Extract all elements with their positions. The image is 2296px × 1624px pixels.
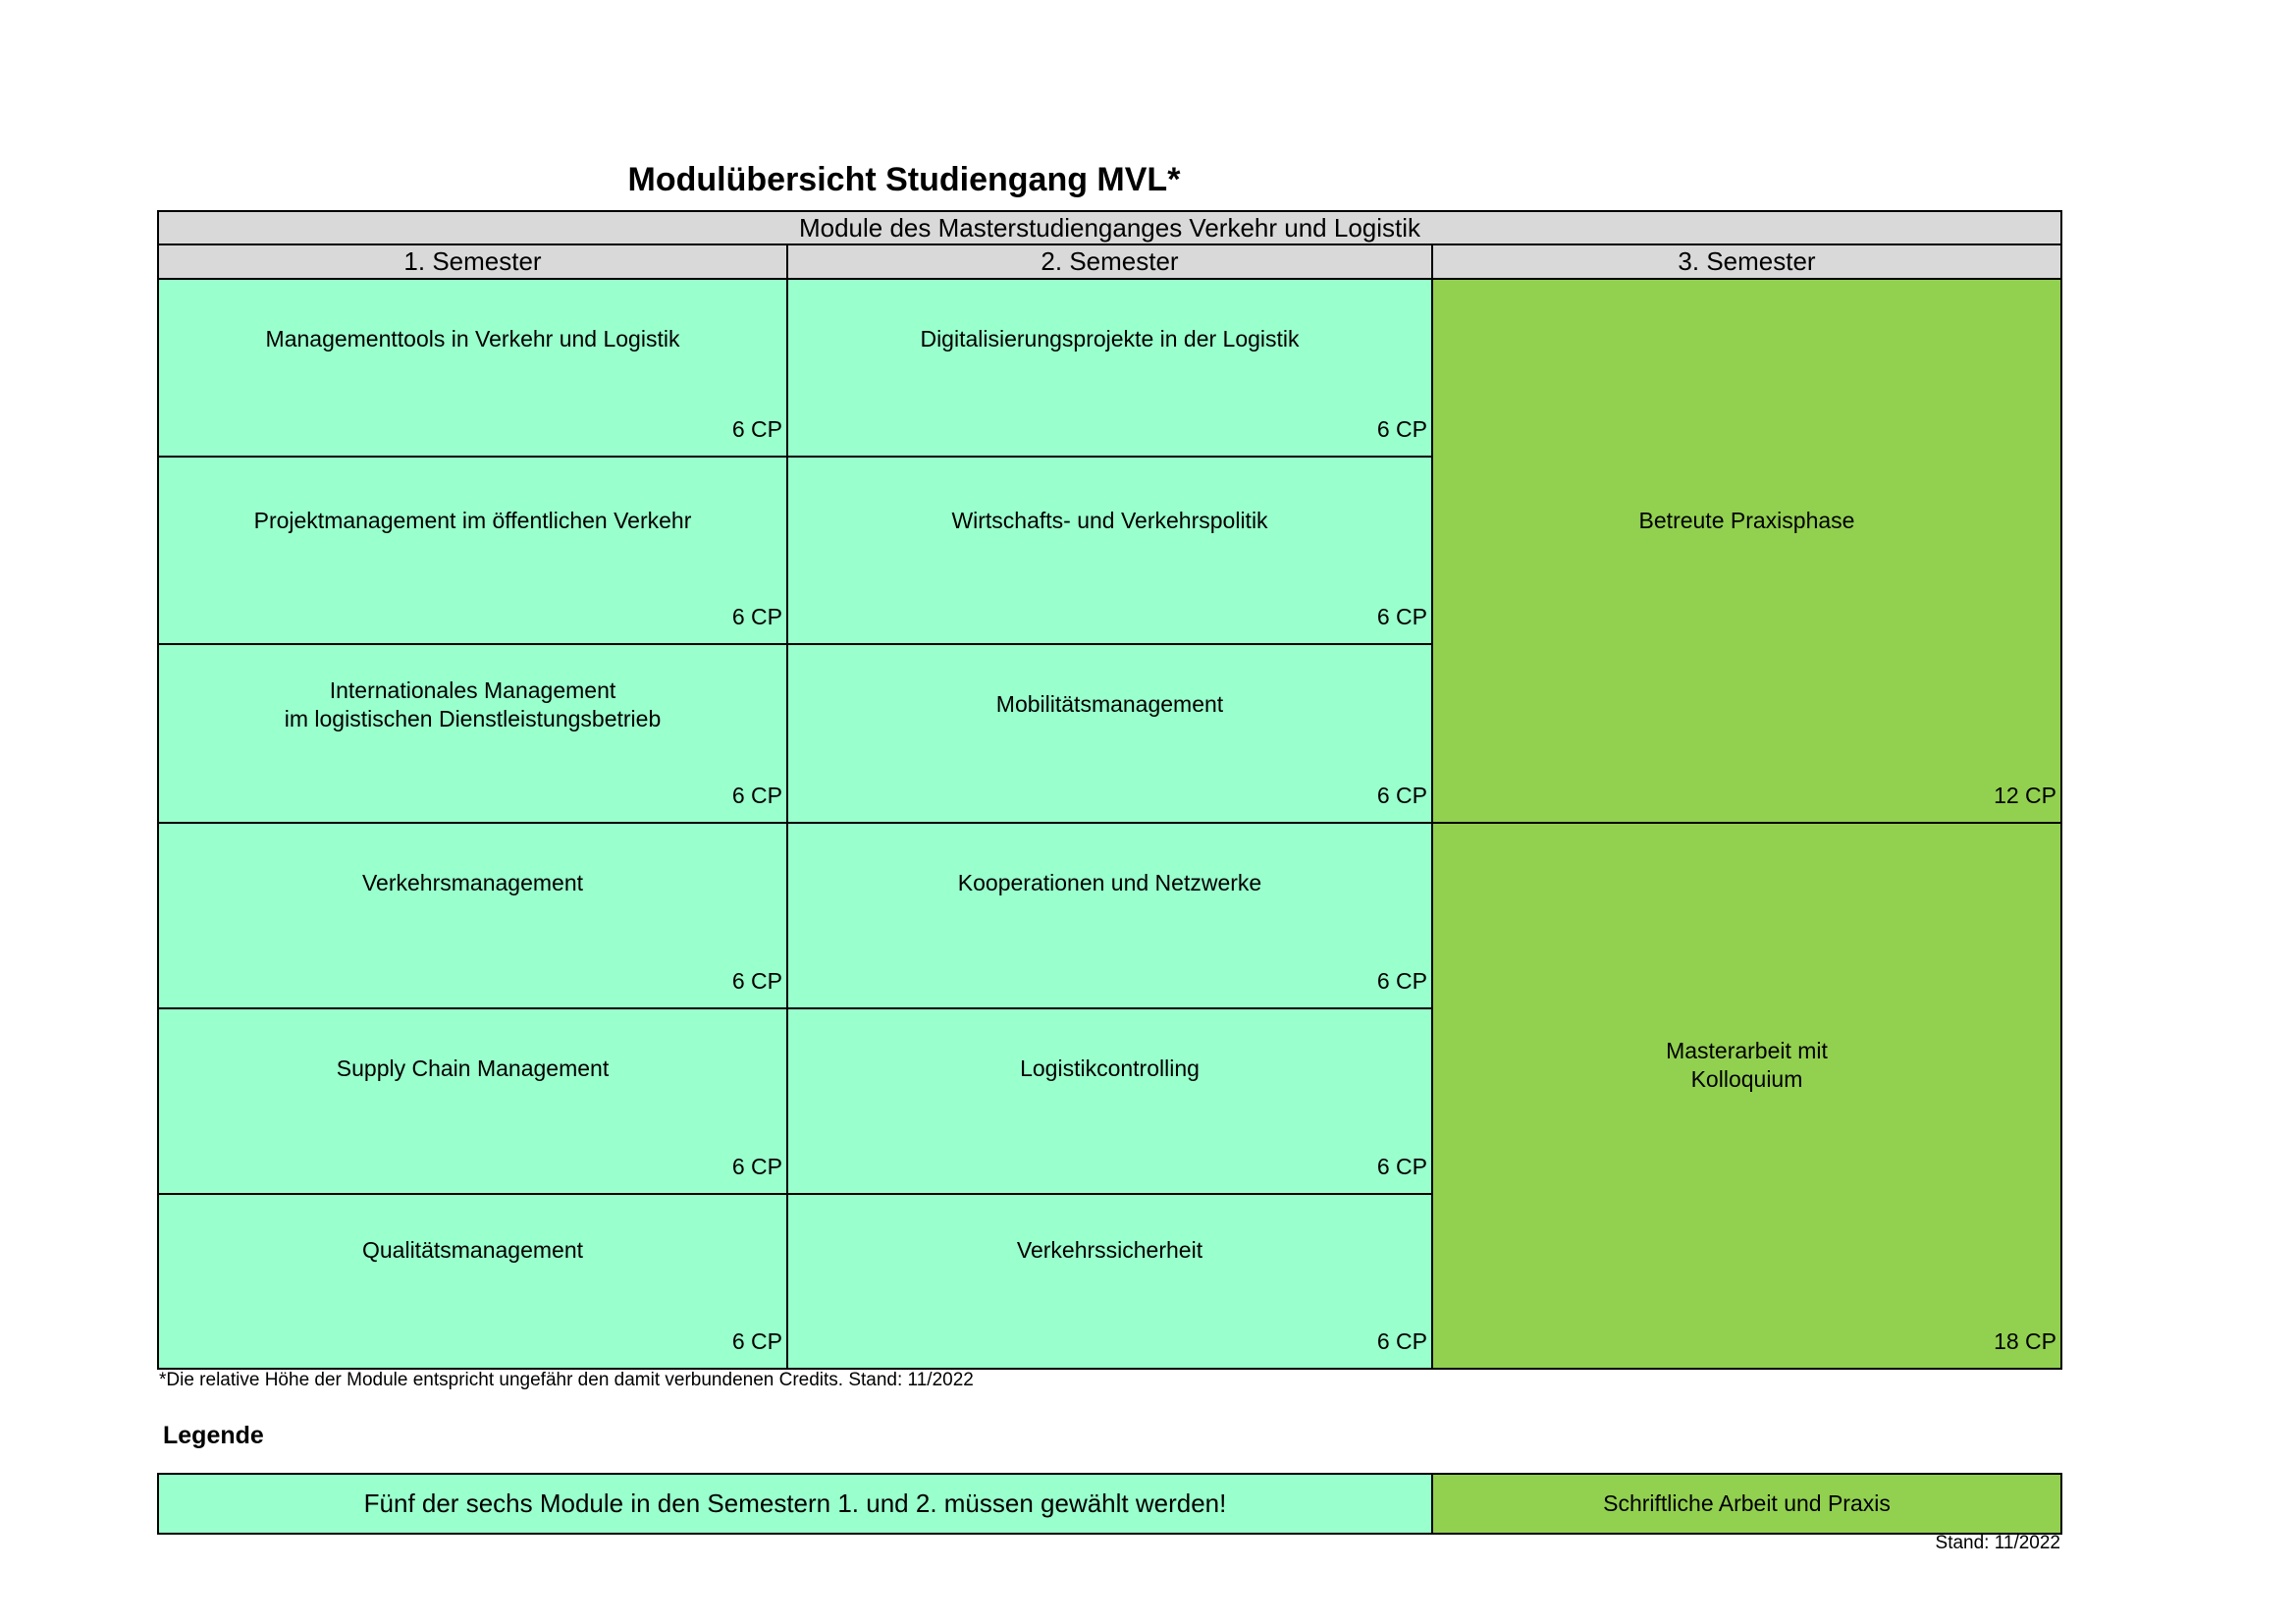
module-name: Verkehrssicherheit (1016, 1237, 1203, 1263)
semester-header-3 (1431, 244, 2062, 280)
legend-elective (157, 1473, 1433, 1535)
module-credits: 6 CP (731, 604, 782, 629)
module-credits: 18 CP (1994, 1328, 2056, 1354)
semester-header-label: 2. Semester (1041, 246, 1179, 276)
module-name: Masterarbeit mit Kolloquium (1666, 1038, 1828, 1092)
footnote: *Die relative Höhe der Module entspricht ungefähr den damit verbundenen Credits. Stand: 11/2022 (159, 1370, 974, 1390)
module-name: Managementtools in Verkehr und Logistik (265, 326, 680, 352)
module-credits: 6 CP (1376, 1154, 1427, 1179)
table-header-label: Module des Masterstudienganges Verkehr und Logistik (798, 213, 1421, 243)
module-cell (786, 278, 1433, 458)
semester-header-2 (786, 244, 1433, 280)
module-cell (157, 278, 788, 458)
module-name: Digitalisierungsprojekte in der Logistik (920, 326, 1300, 352)
module-credits: 6 CP (731, 1154, 782, 1179)
module-name: Kooperationen und Netzwerke (957, 870, 1262, 895)
stand-date: Stand: 11/2022 (1935, 1533, 2060, 1553)
module-credits: 6 CP (731, 968, 782, 994)
module-credits: 6 CP (731, 783, 782, 808)
module-credits: 6 CP (1376, 604, 1427, 629)
module-name: Betreute Praxisphase (1638, 508, 1855, 533)
module-cell (157, 1007, 788, 1195)
module-credits: 6 CP (1376, 783, 1427, 808)
module-cell-thesis (1431, 822, 2062, 1370)
module-credits: 6 CP (1376, 416, 1427, 442)
module-name: Logistikcontrolling (1020, 1056, 1200, 1081)
module-name: Projektmanagement im öffentlichen Verkehr (253, 508, 692, 533)
module-credits: 6 CP (1376, 1328, 1427, 1354)
module-cell (157, 822, 788, 1009)
module-cell (157, 456, 788, 645)
module-name: Wirtschafts- und Verkehrspolitik (951, 508, 1268, 533)
module-cell-praxis (1431, 278, 2062, 824)
module-credits: 6 CP (1376, 968, 1427, 994)
module-cell (786, 1007, 1433, 1195)
module-cell (786, 456, 1433, 645)
module-cell (157, 643, 788, 824)
legend-written-label: Schriftliche Arbeit und Praxis (1603, 1490, 1891, 1516)
module-name: Qualitätsmanagement (361, 1237, 583, 1263)
module-name: Internationales Management im logistischen Dienstleistungsbetrieb (284, 677, 662, 731)
module-cell (786, 643, 1433, 824)
module-cell (157, 1193, 788, 1370)
module-cell (786, 1193, 1433, 1370)
legend-elective-label: Fünf der sechs Module in den Semestern 1. und 2. müssen gewählt werden! (363, 1489, 1227, 1518)
legend-title: Legende (163, 1422, 264, 1449)
legend-written-practice (1431, 1473, 2062, 1535)
semester-header-label: 3. Semester (1678, 246, 1816, 276)
module-cell (786, 822, 1433, 1009)
semester-header-label: 1. Semester (403, 246, 542, 276)
module-name: Mobilitätsmanagement (995, 691, 1224, 717)
module-name: Verkehrsmanagement (361, 870, 583, 895)
module-credits: 6 CP (731, 1328, 782, 1354)
page-title: Modulübersicht Studiengang MVL* (627, 161, 1181, 198)
module-credits: 6 CP (731, 416, 782, 442)
module-credits: 12 CP (1994, 783, 2056, 808)
table-header (157, 210, 2062, 245)
semester-header-1 (157, 244, 788, 280)
module-name: Supply Chain Management (336, 1056, 610, 1081)
